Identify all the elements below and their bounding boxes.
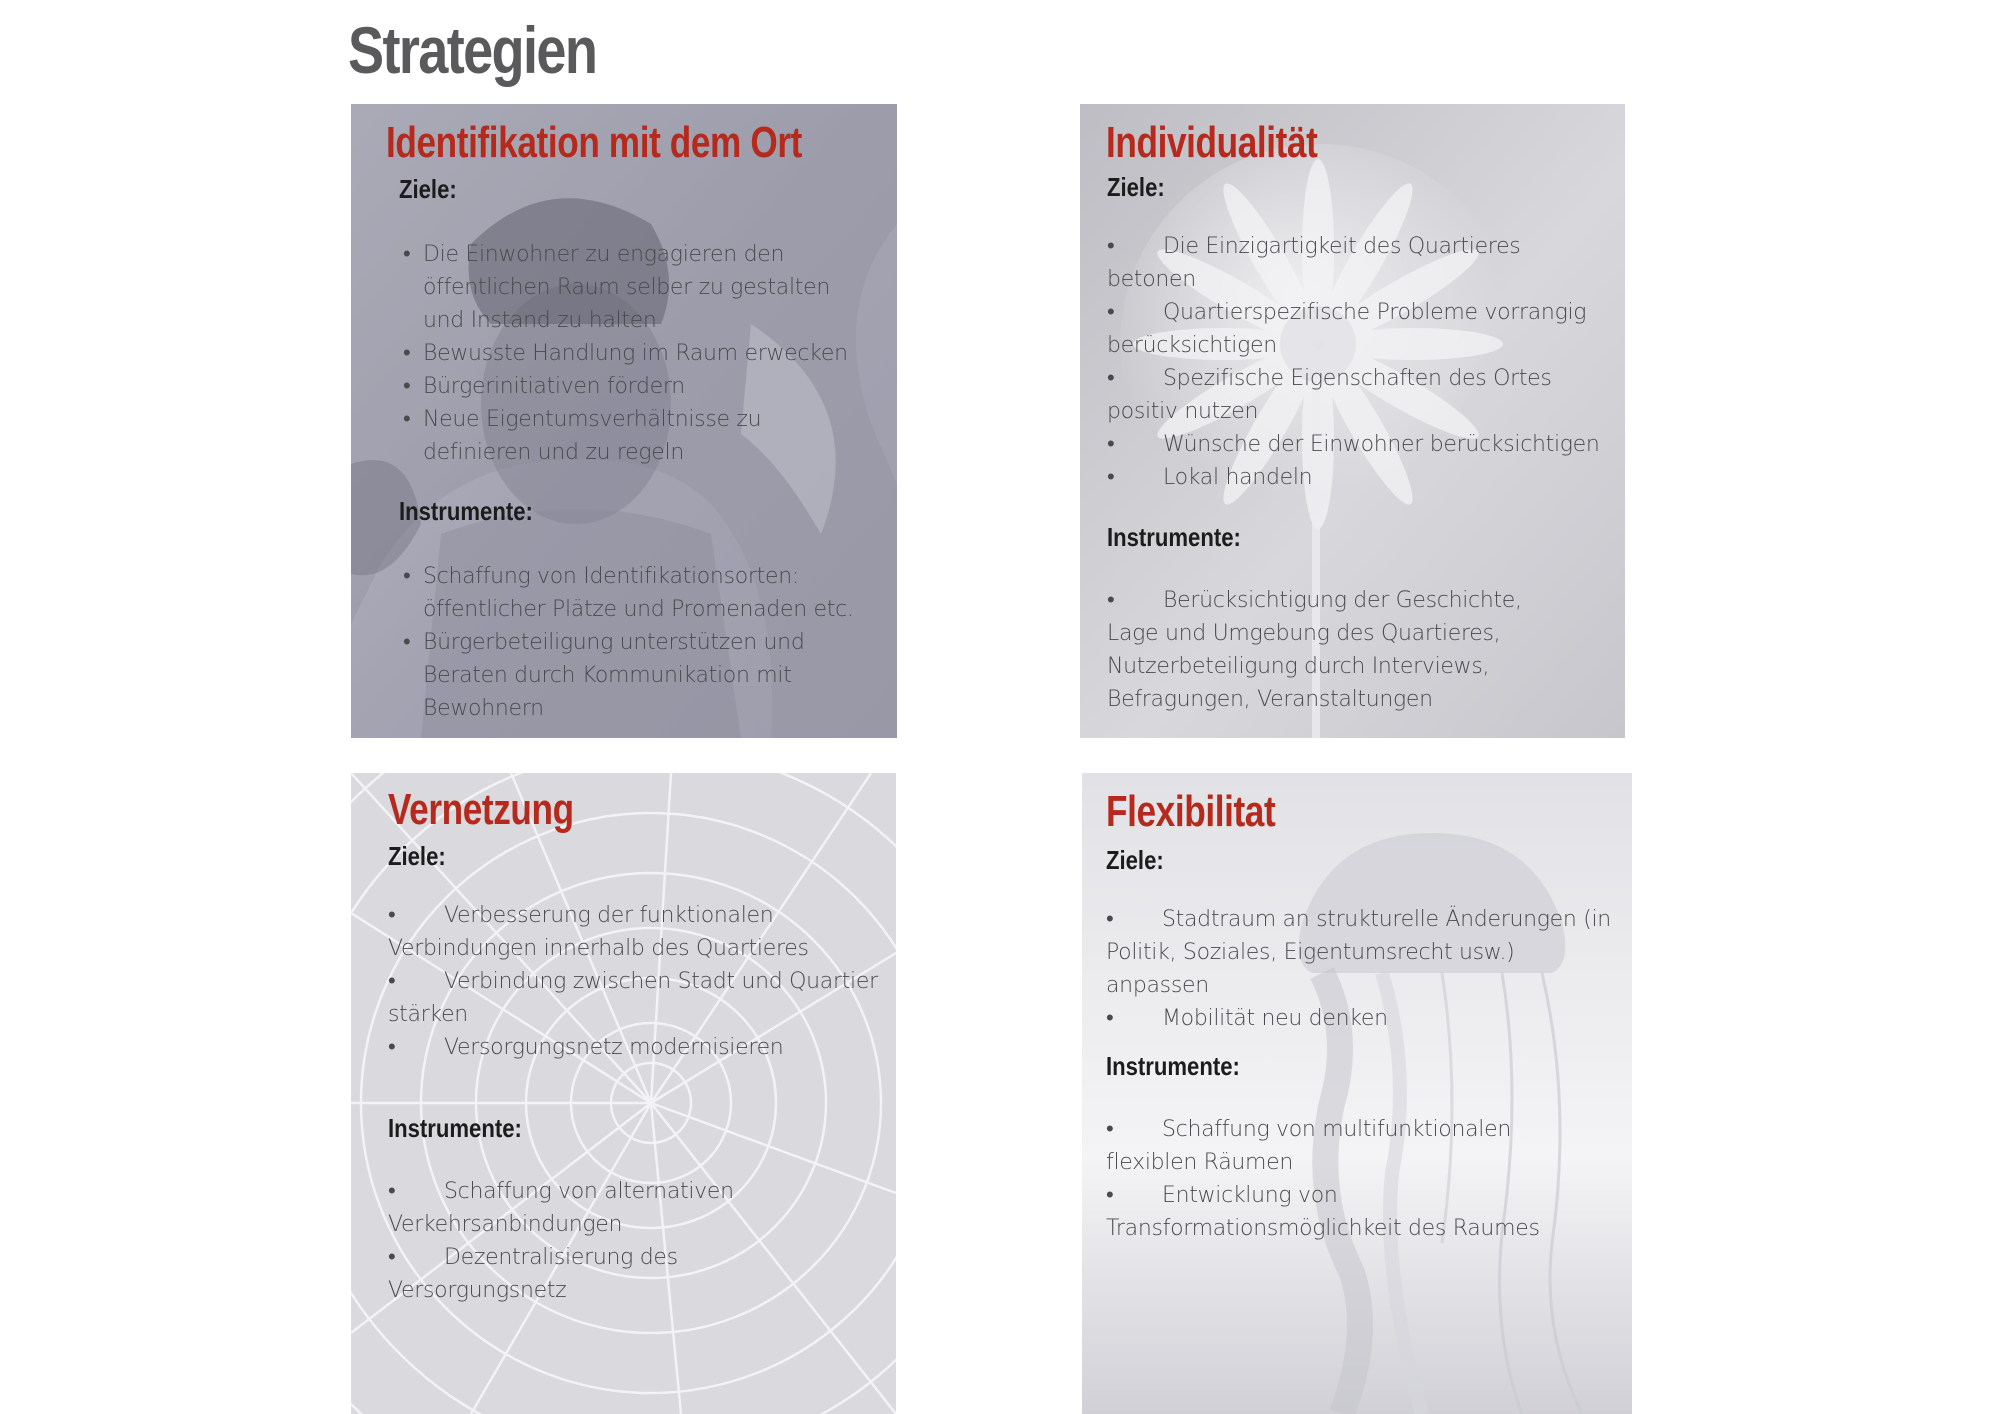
- instrumente-heading: Instrumente:: [388, 1113, 522, 1143]
- instrumente-list: [403, 560, 883, 725]
- instrumente-list: [388, 1175, 858, 1307]
- ziele-list: [388, 899, 878, 1064]
- list-item: • Die Einwohner zu engagieren den öffentlichen Raum selber zu gestalten und Instand zu halten: [403, 242, 830, 333]
- card-title: Identifikation mit dem Ort: [386, 118, 802, 167]
- card-title: Flexibilitat: [1106, 787, 1276, 836]
- list-item: • Verbesserung der funktionalen Verbindungen innerhalb des Quartieres: [388, 903, 809, 961]
- ziele-heading: Ziele:: [388, 841, 446, 871]
- list-item: • Neue Eigentumsverhältnisse zu definieren und zu regeln: [403, 407, 762, 465]
- list-item: • Die Einzigartigkeit des Quartieres betonen: [1107, 234, 1521, 292]
- list-item: • Berücksichtigung der Geschichte, Lage und Umgebung des Quartieres, Nutzerbeteiligung durch Interviews, Befragungen, Veranstaltungen: [1107, 588, 1522, 712]
- card-vernetzung: [351, 773, 896, 1414]
- list-item: • Spezifische Eigenschaften des Ortes positiv nutzen: [1107, 366, 1552, 424]
- page-title: Strategien: [348, 13, 597, 87]
- instrumente-heading: Instrumente:: [399, 496, 533, 526]
- list-item: • Quartierspezifische Probleme vorrangig berücksichtigen: [1107, 300, 1587, 358]
- ziele-list: [1107, 230, 1607, 494]
- list-item: • Mobilität neu denken: [1106, 1006, 1388, 1031]
- list-item: • Schaffung von alternativen Verkehrsanbindungen: [388, 1179, 734, 1237]
- card-title: Individualität: [1106, 118, 1318, 167]
- ziele-list: [403, 238, 873, 469]
- ziele-heading: Ziele:: [1107, 172, 1165, 202]
- card-flexibilitaet: [1082, 773, 1632, 1414]
- ziele-heading: Ziele:: [1106, 845, 1164, 875]
- list-item: • Entwicklung von Transformationsmöglichkeit des Raumes: [1106, 1183, 1540, 1241]
- list-item: • Versorgungsnetz modernisieren: [388, 1035, 784, 1060]
- list-item: • Verbindung zwischen Stadt und Quartier stärken: [388, 969, 878, 1027]
- list-item: • Schaffung von multifunktionalen flexiblen Räumen: [1106, 1117, 1511, 1175]
- card-individualitaet: [1080, 104, 1625, 738]
- ziele-heading: Ziele:: [399, 174, 457, 204]
- card-title: Vernetzung: [388, 785, 574, 834]
- ziele-list: [1106, 903, 1616, 1035]
- card-identifikation: [351, 104, 897, 738]
- list-item: • Bürgerbeteiligung unterstützen und Beraten durch Kommunikation mit Bewohnern: [403, 630, 805, 721]
- list-item: • Lokal handeln: [1107, 465, 1313, 490]
- list-item: • Schaffung von Identifikationsorten: öffentlicher Plätze und Promenaden etc.: [403, 564, 854, 622]
- list-item: • Dezentralisierung des Versorgungsnetz: [388, 1245, 678, 1303]
- instrumente-heading: Instrumente:: [1106, 1051, 1240, 1081]
- list-item: • Stadtraum an strukturelle Änderungen (in Politik, Soziales, Eigentumsrecht usw.) anpassen: [1106, 907, 1611, 998]
- instrumente-heading: Instrumente:: [1107, 522, 1241, 552]
- instrumente-list: [1106, 1113, 1586, 1245]
- list-item: • Bewusste Handlung im Raum erwecken: [403, 341, 848, 366]
- list-item: • Wünsche der Einwohner berücksichtigen: [1107, 432, 1600, 457]
- list-item: • Bürgerinitiativen fördern: [403, 374, 685, 399]
- instrumente-list: [1107, 584, 1577, 716]
